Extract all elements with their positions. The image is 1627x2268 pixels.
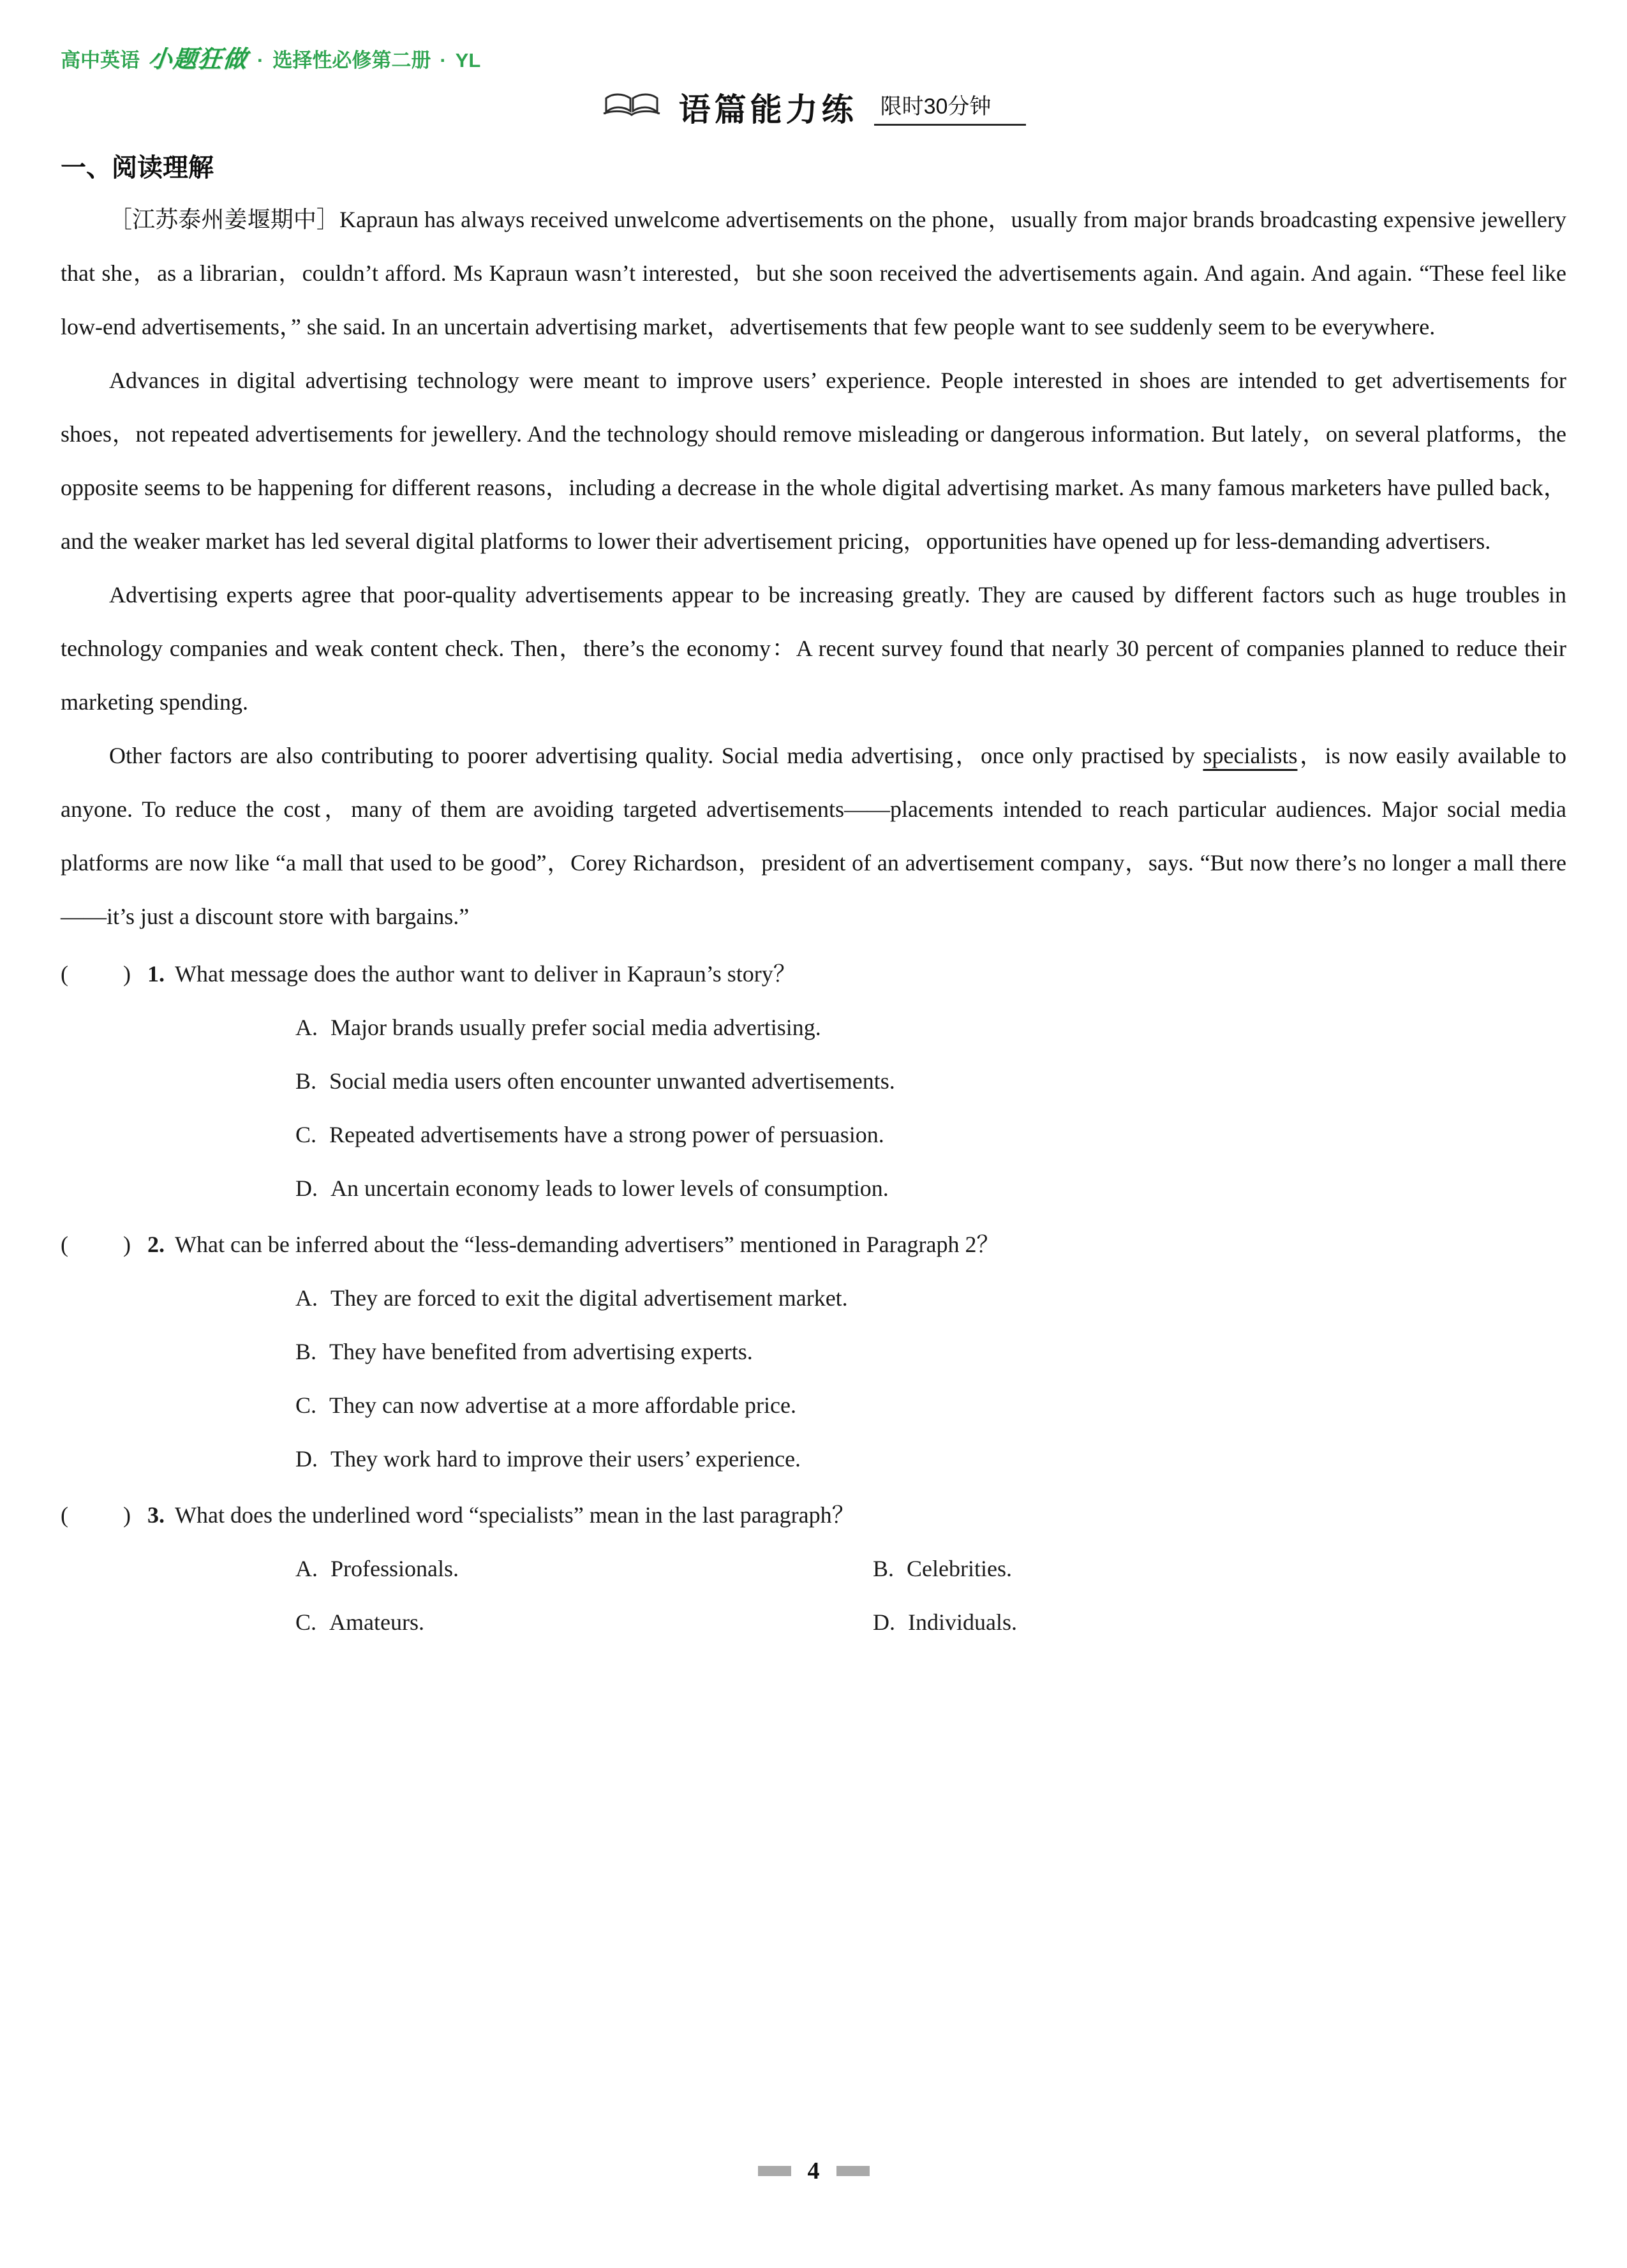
reading-passage — [61, 193, 1566, 943]
page-header — [61, 40, 1566, 74]
option-d — [295, 1161, 1566, 1215]
option-text: Major brands usually prefer social media advertising. — [331, 1015, 821, 1040]
paren-close: ) — [123, 1232, 131, 1257]
answer-slot — [61, 1502, 131, 1528]
question-stem: What can be inferred about the “less-demanding advertisers” mentioned in Paragraph 2？ — [175, 1232, 1000, 1257]
paren-close: ) — [123, 961, 131, 987]
open-book-icon — [601, 91, 662, 124]
question-2 — [61, 1218, 1566, 1486]
question-1-options — [61, 1001, 1566, 1215]
option-a — [295, 1001, 1566, 1054]
option-text: Individuals. — [908, 1609, 1017, 1635]
book-title: 选择性必修第二册 — [272, 49, 431, 71]
option-label: A. — [295, 1285, 318, 1311]
option-text: Social media users often encounter unwanted advertisements. — [329, 1068, 895, 1094]
question-2-options — [61, 1271, 1566, 1486]
option-label: D. — [295, 1446, 318, 1472]
underlined-word: specialists — [1203, 743, 1298, 768]
option-c — [295, 1378, 1566, 1432]
footer-decoration-bar — [836, 2166, 870, 2176]
question-1 — [61, 947, 1566, 1215]
brand-logo: 小题狂做 — [147, 46, 249, 72]
option-b — [873, 1542, 1566, 1595]
option-label: B. — [295, 1339, 317, 1364]
question-1-stem-line — [61, 947, 1566, 1001]
paragraph-text: Other factors are also contributing to poorer advertising quality. Social media advertising，once only practised by — [109, 743, 1203, 768]
option-d — [295, 1432, 1566, 1486]
question-number: 3. — [147, 1502, 165, 1528]
option-c — [295, 1595, 873, 1649]
option-b — [295, 1325, 1566, 1378]
option-b — [295, 1054, 1566, 1108]
option-text: Amateurs. — [329, 1609, 424, 1635]
footer-decoration-bar — [758, 2166, 791, 2176]
option-label: A. — [295, 1556, 318, 1581]
question-stem: What does the underlined word “specialists” mean in the last paragraph？ — [175, 1502, 855, 1528]
question-3-stem-line — [61, 1488, 1566, 1542]
section-title-reading: 一、阅读理解 — [61, 154, 214, 182]
option-c — [295, 1108, 1566, 1161]
course-title: 高中英语 — [61, 49, 140, 71]
passage-paragraph-2: Advances in digital advertising technology were meant to improve users’ experience. People interested in shoes are intended to get advertisements for shoes，not repeated advertisements for jewellery. And the technology should remove misleading or dangerous information. But lately，on several platforms，the opposite seems to be happening for different reasons，including a decrease in the whole digital advertising market. As many famous marketers have pulled back，and the weaker market has led several digital platforms to lower their advertisement pricing，opportunities have opened up for less-demanding advertisers. — [61, 368, 1566, 554]
question-number: 2. — [147, 1232, 165, 1257]
paren-open: ( — [61, 1232, 68, 1257]
option-text: Professionals. — [331, 1556, 459, 1581]
option-text: Repeated advertisements have a strong power of persuasion. — [329, 1122, 884, 1147]
option-label: C. — [295, 1392, 317, 1418]
option-text: Celebrities. — [907, 1556, 1012, 1581]
question-list — [61, 947, 1566, 1649]
option-a — [295, 1542, 873, 1595]
option-label: A. — [295, 1015, 318, 1040]
header-separator: · — [440, 49, 447, 71]
paren-open: ( — [61, 961, 68, 987]
passage-paragraph-1: ［江苏泰州姜堰期中］Kapraun has always received unwelcome advertisements on the phone，usually from major brands broadcasting expensive jewellery that she，as a librarian，couldn’t afford. Ms Kapraun wasn’t interested，but she soon received the advertisements again. And again. And again. “These feel like low-end advertisements，” she said. In an uncertain advertising market，advertisements that few people want to see suddenly seem to be everywhere. — [61, 207, 1566, 339]
option-text: An uncertain economy leads to lower levels of consumption. — [331, 1175, 889, 1201]
answer-slot — [61, 1232, 131, 1257]
question-stem: What message does the author want to deliver in Kapraun’s story？ — [175, 961, 796, 987]
option-label: B. — [873, 1556, 895, 1581]
option-a — [295, 1271, 1566, 1325]
question-3-options — [61, 1542, 1566, 1649]
option-label: B. — [295, 1068, 317, 1094]
option-text: They have benefited from advertising experts. — [329, 1339, 753, 1364]
banner-title: 语篇能力练 — [678, 92, 858, 128]
time-limit-label: 限时30分钟 — [874, 96, 1027, 126]
option-text: They are forced to exit the digital advertisement market. — [331, 1285, 848, 1311]
paren-open: ( — [61, 1502, 68, 1528]
question-2-stem-line — [61, 1218, 1566, 1271]
paren-close: ) — [123, 1502, 131, 1528]
section-banner — [61, 91, 1566, 126]
option-label: D. — [295, 1175, 318, 1201]
option-label: D. — [873, 1609, 895, 1635]
passage-paragraph-4 — [61, 729, 1566, 943]
option-d — [873, 1595, 1566, 1649]
page-number: 4 — [807, 2158, 820, 2184]
edition-label: YL — [455, 49, 481, 71]
option-text: They can now advertise at a more affordable price. — [329, 1392, 797, 1418]
paragraph-text: ，is now easily available to anyone. To reduce the cost，many of them are avoiding targeted advertisements——placements intended to reach particular audiences. Major social media platforms are now like “a mall that used to be good”，Corey Richardson，president of an advertisement company，says. “But now there’s no longer a mall there——it’s just a discount store with bargains.” — [61, 743, 1567, 929]
header-separator: · — [257, 49, 264, 71]
option-label: C. — [295, 1122, 317, 1147]
question-number: 1. — [147, 961, 165, 987]
question-3 — [61, 1488, 1566, 1649]
answer-slot — [61, 961, 131, 987]
passage-paragraph-3: Advertising experts agree that poor-quality advertisements appear to be increasing greatly. They are caused by different factors such as huge troubles in technology companies and weak content check. Then，there’s the economy：A recent survey found that nearly 30 percent of companies planned to reduce their marketing spending. — [61, 582, 1566, 715]
option-label: C. — [295, 1609, 317, 1635]
page-footer — [0, 2157, 1627, 2185]
option-text: They work hard to improve their users’ experience. — [331, 1446, 801, 1472]
